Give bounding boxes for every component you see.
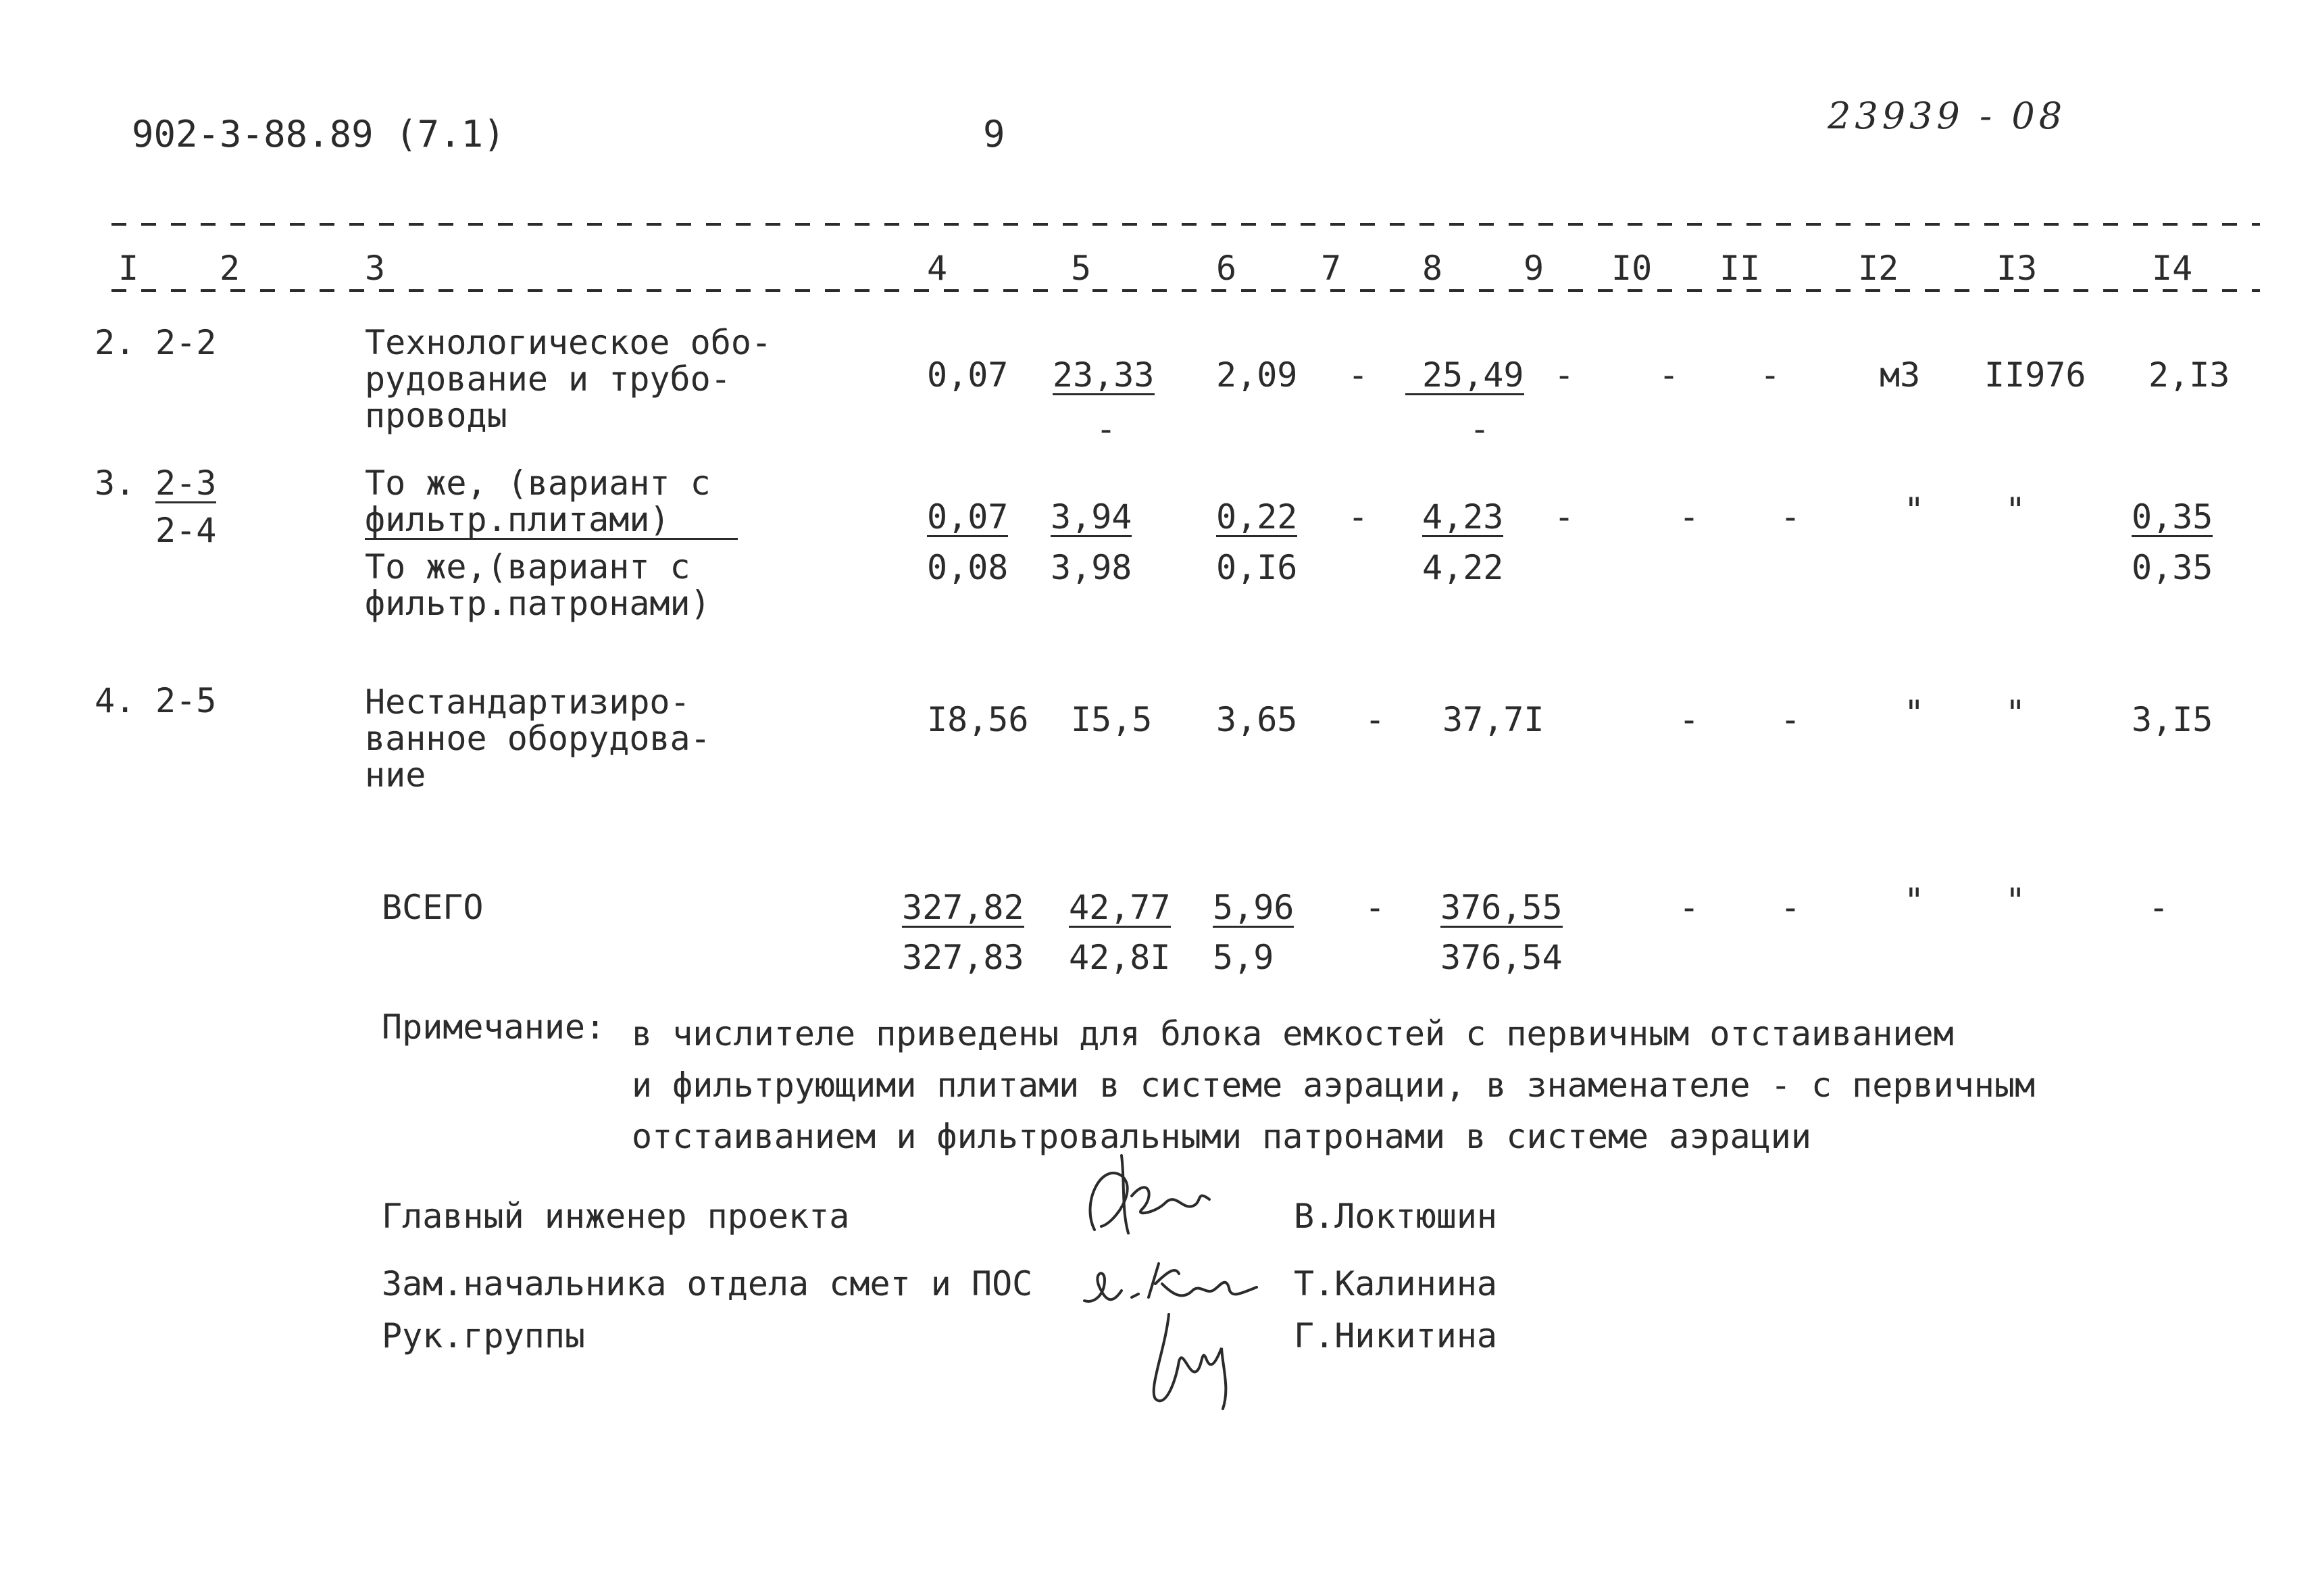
row-number: 3. (95, 464, 136, 503)
col-header-9: 9 (1524, 249, 1544, 288)
signature-role: Зам.начальника отдела смет и ПОС (382, 1264, 1033, 1303)
cell-col4-denominator: 0,08 (927, 548, 1009, 587)
cell-col6: 2,09 (1216, 355, 1298, 395)
archive-number: 23939 - 08 (1828, 95, 2067, 137)
cell-col7: - (1348, 497, 1369, 537)
col-header-2: 2 (220, 249, 241, 288)
cell-col8-denominator: 4,22 (1422, 548, 1504, 587)
cell-col6-denominator: 0,I6 (1216, 548, 1298, 587)
cell-col8-numerator: 4,23 (1422, 497, 1504, 537)
cell-col10: - (1679, 497, 1700, 537)
row-code-denominator: 2-4 (155, 511, 217, 550)
cell-col4: 0,07 (927, 355, 1009, 395)
cell-col5-denominator: 3,98 (1051, 548, 1132, 587)
cell-col12-unit: м3 (1880, 355, 1921, 395)
cell-col4-numerator: 0,07 (927, 497, 1009, 537)
cell-col7: - (1348, 355, 1369, 395)
row-name: Нестандартизиро- ванное оборудова- ние (365, 682, 711, 795)
total-col5-denominator: 42,8I (1069, 938, 1171, 977)
cell-col11: - (1780, 497, 1801, 537)
row-number: 2. (95, 323, 136, 362)
header-bottom-rule (111, 289, 2260, 292)
signature-name: Т.Калинина (1294, 1264, 1498, 1303)
row-code: 2-2 (155, 323, 217, 362)
col-header-6: 6 (1216, 249, 1237, 288)
note-text: в числителе приведены для блока емкостей с первичным отстаиванием и фильтрующими плитами в системе аэрации, в знаменателе - с первичным отстаиванием и фильтровальными патронами в системе аэрации (632, 1014, 2036, 1156)
row-number: 4. (95, 681, 136, 720)
cell-col13: II976 (1984, 355, 2086, 395)
total-col10: - (1679, 888, 1700, 927)
cell-col5-numerator: 3,94 (1051, 497, 1132, 537)
cell-col14-denominator: 0,35 (2132, 548, 2213, 587)
cell-col11: - (1780, 700, 1801, 739)
cell-col11: - (1760, 355, 1781, 395)
handwritten-signature-2 (1074, 1253, 1270, 1314)
total-col8-numerator: 376,55 (1440, 888, 1563, 927)
col-header-12: I2 (1858, 249, 1899, 288)
signature-name: В.Локтюшин (1294, 1197, 1498, 1236)
cell-col8-denominator: - (1469, 409, 1490, 449)
col-header-1: I (118, 249, 139, 288)
col-header-5: 5 (1071, 249, 1092, 288)
row-name-numerator: То же, (вариант с фильтр.плитами) (365, 465, 738, 540)
total-col14: - (2148, 888, 2169, 927)
total-col6-numerator: 5,96 (1213, 888, 1294, 927)
signature-role: Рук.группы (382, 1316, 586, 1355)
cell-col5: 23,33 (1053, 355, 1155, 395)
cell-col10: - (1679, 700, 1700, 739)
total-col5-numerator: 42,77 (1069, 888, 1171, 927)
cell-col12-ditto: " (1904, 491, 1925, 530)
cell-col14-numerator: 0,35 (2132, 497, 2213, 537)
col-header-4: 4 (927, 249, 948, 288)
note-label: Примечание: (382, 1007, 606, 1047)
header-top-rule (111, 223, 2260, 226)
total-col4-numerator: 327,82 (902, 888, 1024, 927)
document-code: 902-3-88.89 (7.1) (132, 113, 505, 155)
cell-col8: 37,7I (1442, 700, 1544, 739)
total-col8-denominator: 376,54 (1440, 938, 1563, 977)
row-name-denominator: То же,(вариант с фильтр.патронами) (365, 547, 711, 623)
col-header-14: I4 (2152, 249, 2193, 288)
total-col11: - (1780, 888, 1801, 927)
handwritten-signature-3 (1128, 1307, 1250, 1416)
row-code: 2-5 (155, 681, 217, 720)
cell-col5-denominator: - (1096, 409, 1117, 449)
row-code-numerator: 2-3 (155, 464, 217, 503)
col-header-10: I0 (1611, 249, 1653, 288)
total-col4-denominator: 327,83 (902, 938, 1024, 977)
cell-col14: 3,I5 (2132, 700, 2213, 739)
cell-col8: 25,49 (1405, 358, 1524, 395)
cell-col9: - (1554, 355, 1575, 395)
handwritten-signature-1 (1074, 1149, 1223, 1243)
col-header-13: I3 (1996, 249, 2038, 288)
cell-col6-numerator: 0,22 (1216, 497, 1298, 537)
cell-col13-ditto: " (2005, 693, 2026, 732)
cell-col4: I8,56 (927, 700, 1029, 739)
cell-col6: 3,65 (1216, 700, 1298, 739)
page-number: 9 (983, 113, 1005, 155)
cell-col7: - (1365, 700, 1386, 739)
col-header-11: II (1719, 249, 1761, 288)
cell-col5: I5,5 (1071, 700, 1153, 739)
total-col12-ditto: " (1904, 881, 1925, 920)
cell-col14: 2,I3 (2148, 355, 2230, 395)
row-name: Технологическое обо- рудование и трубо- проводы (365, 323, 772, 435)
signature-name: Г.Никитина (1294, 1316, 1498, 1355)
total-col13-ditto: " (2005, 881, 2026, 920)
total-label: ВСЕГО (382, 888, 484, 927)
col-header-7: 7 (1321, 249, 1342, 288)
cell-col12-ditto: " (1904, 693, 1925, 732)
cell-col9: - (1554, 497, 1575, 537)
signature-role: Главный инженер проекта (382, 1197, 850, 1236)
col-header-3: 3 (365, 249, 386, 288)
cell-col13-ditto: " (2005, 491, 2026, 530)
cell-col10: - (1659, 355, 1680, 395)
col-header-8: 8 (1422, 249, 1443, 288)
total-col7: - (1365, 888, 1386, 927)
total-col6-denominator: 5,9 (1213, 938, 1274, 977)
